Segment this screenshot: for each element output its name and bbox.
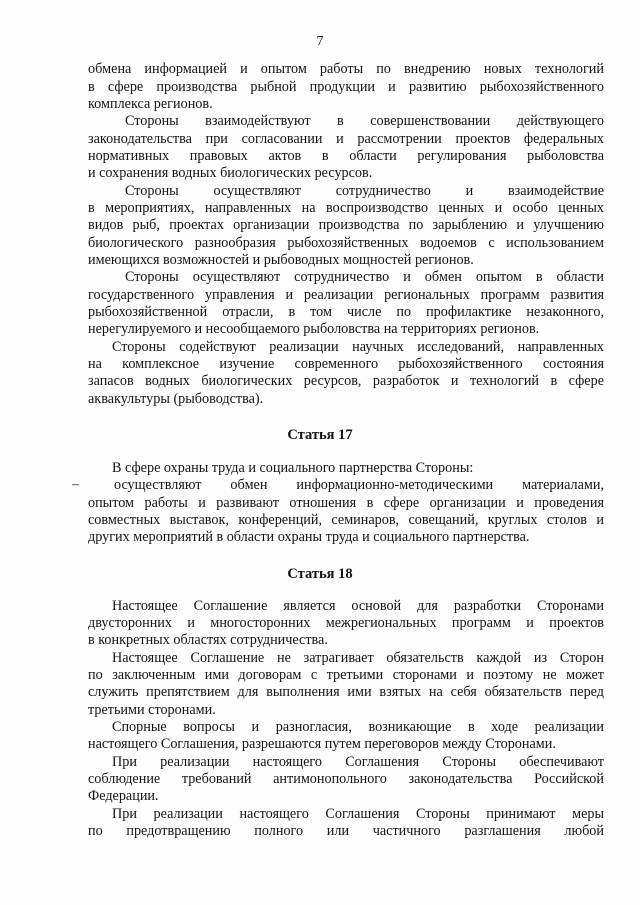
text-line: законодательства при согласовании и рассмотрении проектов федеральных [88, 131, 604, 147]
text-line: Стороны взаимодействуют в совершенствовании действующего [125, 113, 604, 129]
text-line: соблюдение требований антимонопольного законодательства Российской [88, 771, 604, 787]
text-line: Настоящее Соглашение не затрагивает обязательств каждой из Сторон [112, 650, 604, 666]
text-line: нормативных правовых актов в области регулирования рыболовства [88, 148, 604, 164]
text-line: запасов водных биологических ресурсов, разработок и технологий в сфере [88, 373, 604, 389]
list-dash: – [72, 477, 79, 492]
text-line: опытом работы и развивают отношения в сфере организации и проведения [88, 495, 604, 511]
text-line: настоящего Соглашения, разрешаются путем переговоров между Сторонами. [88, 736, 556, 752]
text-line: других мероприятий в области охраны труда и социального партнерства. [88, 529, 530, 545]
text-line: нерегулируемого и несообщаемого рыболовства на территориях регионов. [88, 321, 540, 337]
text-line: в конкретных областях сотрудничества. [88, 632, 328, 648]
text-line: Стороны осуществляют сотрудничество и взаимодействие [125, 183, 604, 199]
text-line: Настоящее Соглашение является основой для разработки Сторонами [112, 598, 604, 614]
text-line: и сохранения водных биологических ресурсов. [88, 165, 373, 181]
text-line: обмена информацией и опытом работы по внедрению новых технологий [88, 61, 604, 77]
page-number: 7 [316, 34, 324, 49]
text-line: В сфере охраны труда и социального партнерства Стороны: [112, 460, 474, 476]
text-line: рыбохозяйственной отрасли, в том числе по профилактике незаконного, [88, 304, 604, 320]
text-line: государственного управления и реализации региональных программ развития [88, 287, 604, 303]
article-heading: Статья 17 [287, 427, 353, 443]
text-line: При реализации настоящего Соглашения Стороны обеспечивают [112, 754, 604, 770]
text-line: видов рыб, проектах организации производства по зарыблению и улучшению [88, 217, 604, 233]
text-line: в сфере производства рыбной продукции и развитию рыбохозяйственного [88, 79, 604, 95]
text-line: Спорные вопросы и разногласия, возникающие в ходе реализации [112, 719, 604, 735]
text-line: биологического разнообразия рыбохозяйственных водоемов с использованием [88, 235, 604, 251]
text-line: Федерации. [88, 788, 159, 804]
text-line: комплекса регионов. [88, 96, 213, 112]
text-line: на комплексное изучение современного рыбохозяйственного состояния [88, 356, 604, 372]
text-line: по заключенным ими договорам с третьими сторонами и поэтому не может [88, 667, 604, 683]
article-heading: Статья 18 [287, 566, 353, 582]
text-line: совместных выставок, конференций, семинаров, совещаний, круглых столов и [88, 512, 604, 528]
text-line: Стороны осуществляют сотрудничество и обмен опытом в области [125, 269, 604, 285]
text-line: двусторонних и многосторонних межрегиональных программ и проектов [88, 615, 604, 631]
text-line: в мероприятиях, направленных на воспроизводство ценных и особо ценных [88, 200, 604, 216]
text-line: При реализации настоящего Соглашения Стороны принимают меры [112, 806, 604, 822]
text-line: аквакультуры (рыбоводства). [88, 391, 264, 407]
text-line: осуществляют обмен информационно-методическими материалами, [114, 477, 604, 493]
text-line: по предотвращению полного или частичного разглашения любой [88, 823, 604, 839]
text-line: Стороны содействуют реализации научных исследований, направленных [112, 339, 604, 355]
text-line: имеющихся возможностей и рыбоводных мощностей регионов. [88, 252, 474, 268]
text-line: третьими сторонами. [88, 702, 216, 718]
text-line: служить препятствием для выполнения ими взятых на себя обязательств перед [88, 684, 604, 700]
